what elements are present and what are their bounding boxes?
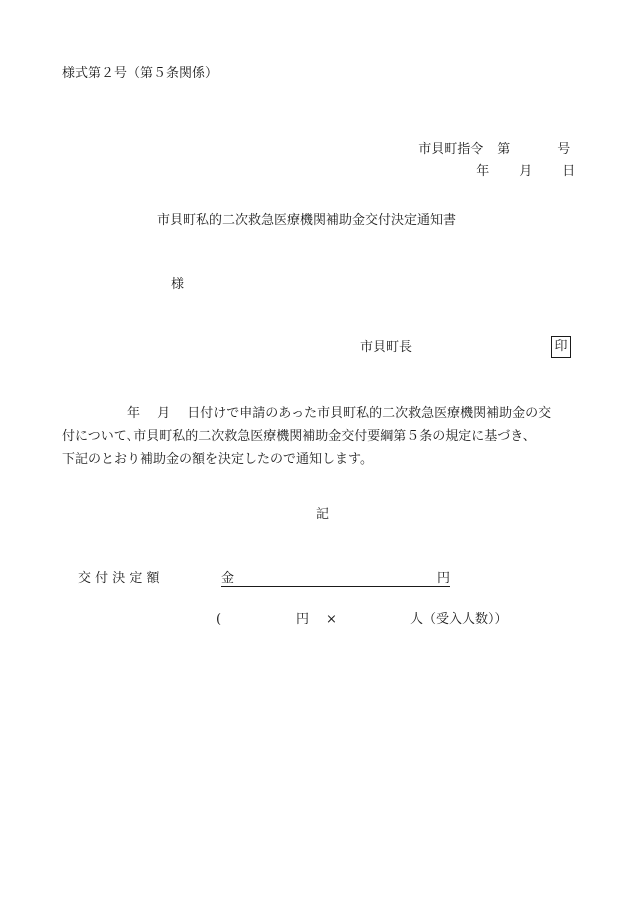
grant-amount-label: 交 付 決 定 額	[78, 571, 160, 586]
document-title: 市貝町私的二次救急医療機関補助金交付決定通知書	[157, 213, 457, 228]
reference-dai: 第	[497, 142, 511, 157]
date-year: 年	[476, 164, 490, 179]
date-day: 日	[562, 164, 576, 179]
reference-go: 号	[557, 142, 571, 157]
notice-body	[62, 402, 582, 471]
calc-people: 人（受入人数））	[410, 612, 508, 627]
ki-heading: 記	[316, 507, 330, 522]
reference-office: 市貝町指令	[418, 142, 484, 157]
calc-times: ×	[326, 612, 337, 627]
amount-prefix: 金	[221, 571, 235, 586]
amount-suffix: 円	[436, 571, 450, 586]
date-month: 月	[519, 164, 533, 179]
form-number: 様式第２号（第５条関係）	[62, 66, 219, 81]
body-line-3: 下記のとおり補助金の額を決定したので通知します。	[62, 452, 373, 467]
issue-date-line	[468, 152, 575, 178]
body-line-1: 年 月 日付けで申請のあった市貝町私的二次救急医療機関補助金の交	[62, 406, 552, 421]
seal-mark: 印	[551, 336, 571, 358]
body-line-2: 付について､市貝町私的二次救急医療機関補助金交付要綱第５条の規定に基づき、	[62, 429, 536, 444]
grant-amount-field	[221, 570, 450, 587]
issuer-name: 市貝町長	[360, 340, 413, 355]
calc-yen: 円	[296, 612, 310, 627]
addressee-suffix: 様	[171, 277, 185, 292]
calc-open-paren: (	[216, 612, 222, 627]
